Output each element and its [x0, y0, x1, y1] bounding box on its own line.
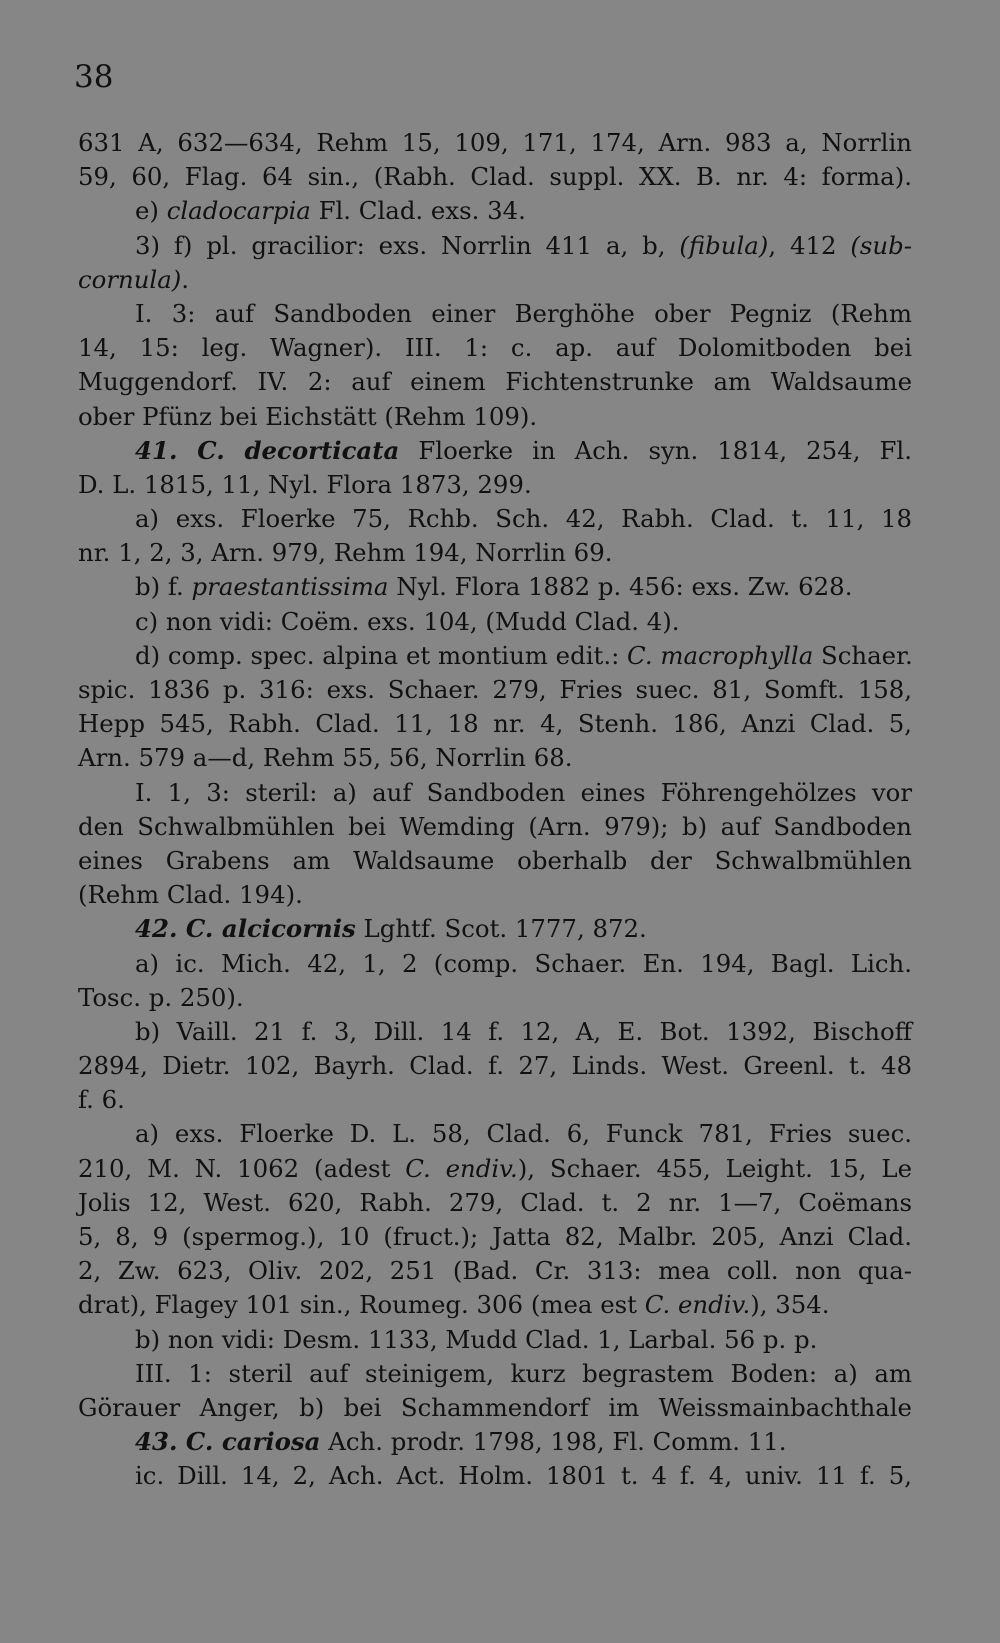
text-run: e)	[135, 196, 167, 226]
text-line	[78, 878, 912, 912]
text-run: a) exs. Floerke D. L. 58, Clad. 6, Funck 781, Fries suec.	[135, 1119, 912, 1149]
italic-text: (sub-	[850, 230, 912, 260]
text-line	[78, 570, 912, 604]
text-line	[78, 468, 912, 502]
page-number: 38	[74, 59, 114, 95]
italic-text: (fibula)	[679, 230, 769, 260]
text-run: a) ic. Mich. 42, 1, 2 (comp. Schaer. En. 194, Bagl. Lich.	[135, 948, 912, 978]
text-line	[78, 1152, 912, 1186]
text-run: c) non vidi: Coëm. exs. 104, (Mudd Clad. 4).	[135, 606, 680, 636]
italic-text: C. macrophylla	[627, 640, 814, 670]
text-run: 3) f) pl. gracilior: exs. Norrlin 411 a, b,	[135, 230, 680, 260]
text-run: nr. 1, 2, 3, Arn. 979, Rehm 194, Norrlin 69.	[78, 538, 613, 568]
text-line	[78, 536, 912, 570]
text-run: I. 3: auf Sandboden einer Berghöhe ober Pegniz (Rehm	[135, 298, 912, 328]
text-run: 210, M. N. 1062 (adest	[78, 1153, 406, 1183]
text-line	[78, 160, 912, 194]
text-line	[78, 400, 912, 434]
text-run: b) non vidi: Desm. 1133, Mudd Clad. 1, Larbal. 56 p. p.	[135, 1324, 818, 1354]
text-line	[78, 1254, 912, 1288]
text-line	[78, 947, 912, 981]
text-run: b) f.	[135, 572, 192, 602]
text-line	[78, 639, 912, 673]
text-run: drat), Flagey 101 sin., Roumeg. 306 (mea est	[78, 1290, 645, 1320]
text-line	[78, 263, 912, 297]
text-run: Jolis 12, West. 620, Rabh. 279, Clad. t. 2 nr. 1—7, Coëmans	[78, 1187, 912, 1217]
text-line	[78, 1357, 912, 1391]
text-run: ober Pfünz bei Eichstätt (Rehm 109).	[78, 401, 538, 431]
text-run: Lghtf. Scot. 1777, 872.	[355, 914, 647, 944]
text-line	[78, 1459, 912, 1493]
text-run: Fl. Clad. exs. 34.	[310, 196, 526, 226]
text-run: f. 6.	[78, 1085, 125, 1115]
text-run: ), 354.	[750, 1290, 830, 1320]
text-run: den Schwalbmühlen bei Wemding (Arn. 979); b) auf Sandboden	[78, 811, 912, 841]
text-run: Görauer Anger, b) bei Schammendorf im Weissmainbachthale	[78, 1392, 912, 1422]
text-line	[78, 1015, 912, 1049]
text-run: spic. 1836 p. 316: exs. Schaer. 279, Fries suec. 81, Somft. 158,	[78, 675, 912, 704]
text-run: Arn. 579 a—d, Rehm 55, 56, Norrlin 68.	[78, 743, 573, 773]
text-run: Tosc. p. 250).	[78, 982, 244, 1012]
species-heading: 41. C. decorticata	[135, 435, 400, 465]
text-run: b) Vaill. 21 f. 3, Dill. 14 f. 12, A, E. Bot. 1392, Bischoff	[135, 1016, 912, 1046]
text-line	[78, 126, 912, 160]
text-line	[78, 810, 912, 844]
italic-text: cornula)	[78, 264, 182, 294]
italic-text: C. endiv.	[405, 1153, 518, 1183]
species-heading: 43. C. cariosa	[135, 1427, 321, 1457]
text-line	[78, 707, 912, 741]
body-text	[78, 126, 912, 1494]
text-line	[78, 844, 912, 878]
italic-text: C. endiv.	[644, 1290, 751, 1320]
text-line	[78, 1391, 912, 1425]
species-heading: 42. C. alcicornis	[135, 914, 356, 944]
text-run: III. 1: steril auf steinigem, kurz begrastem Boden: a) am	[135, 1358, 912, 1388]
text-run: (Rehm Clad. 194).	[78, 880, 303, 910]
text-line	[78, 434, 912, 468]
text-run: eines Grabens am Waldsaume oberhalb der Schwalbmühlen	[78, 845, 912, 875]
text-run: D. L. 1815, 11, Nyl. Flora 1873, 299.	[78, 469, 532, 499]
text-run: 2, Zw. 623, Oliv. 202, 251 (Bad. Cr. 313: mea coll. non qua-	[78, 1256, 912, 1286]
text-run: Hepp 545, Rabh. Clad. 11, 18 nr. 4, Stenh. 186, Anzi Clad. 5,	[78, 709, 912, 739]
text-run: Schaer.	[813, 640, 913, 670]
text-line	[78, 1049, 912, 1083]
text-line	[78, 1425, 912, 1459]
italic-text: praestantissima	[191, 572, 389, 602]
text-line	[78, 605, 912, 639]
text-line	[78, 912, 912, 946]
text-run: Ach. prodr. 1798, 198, Fl. Comm. 11.	[320, 1427, 787, 1457]
text-run: a) exs. Floerke 75, Rchb. Sch. 42, Rabh. Clad. t. 11, 18	[135, 504, 912, 534]
text-line	[78, 981, 912, 1015]
text-line	[78, 331, 912, 365]
text-line	[78, 1083, 912, 1117]
text-line	[78, 1323, 912, 1357]
text-run: Muggendorf. IV. 2: auf einem Fichtenstrunke am Waldsaume	[78, 367, 912, 397]
text-line	[78, 365, 912, 399]
text-line	[78, 741, 912, 775]
text-run: 631 A, 632—634, Rehm 15, 109, 171, 174, Arn. 983 a, Norrlin	[78, 128, 912, 157]
text-run: 14, 15: leg. Wagner). III. 1: c. ap. auf Dolomitboden bei	[78, 333, 912, 363]
text-run: Nyl. Flora 1882 p. 456: exs. Zw. 628.	[388, 572, 853, 602]
text-line	[78, 1288, 912, 1322]
text-run: 2894, Dietr. 102, Bayrh. Clad. f. 27, Linds. West. Greenl. t. 48	[78, 1051, 912, 1081]
text-run: 59, 60, Flag. 64 sin., (Rabh. Clad. suppl. XX. B. nr. 4: forma).	[78, 162, 912, 192]
text-run: 5, 8, 9 (spermog.), 10 (fruct.); Jatta 82, Malbr. 205, Anzi Clad.	[78, 1222, 912, 1251]
text-run: d) comp. spec. alpina et montium edit.:	[135, 640, 628, 670]
text-line	[78, 1117, 912, 1151]
text-line	[78, 502, 912, 536]
text-line	[78, 776, 912, 810]
text-line	[78, 1220, 912, 1254]
text-line	[78, 229, 912, 263]
text-line	[78, 194, 912, 228]
text-line	[78, 673, 912, 707]
text-run: ic. Dill. 14, 2, Ach. Act. Holm. 1801 t. 4 f. 4, univ. 11 f. 5,	[135, 1461, 912, 1491]
text-run: , 412	[768, 230, 851, 260]
text-run: .	[181, 264, 190, 294]
text-line	[78, 297, 912, 331]
italic-text: cladocarpia	[166, 196, 311, 226]
text-run: Floerke in Ach. syn. 1814, 254, Fl.	[399, 435, 912, 465]
text-run: ), Schaer. 455, Leight. 15, Le	[517, 1153, 912, 1183]
text-run: I. 1, 3: steril: a) auf Sandboden eines Föhrengehölzes vor	[135, 777, 912, 807]
text-line	[78, 1186, 912, 1220]
